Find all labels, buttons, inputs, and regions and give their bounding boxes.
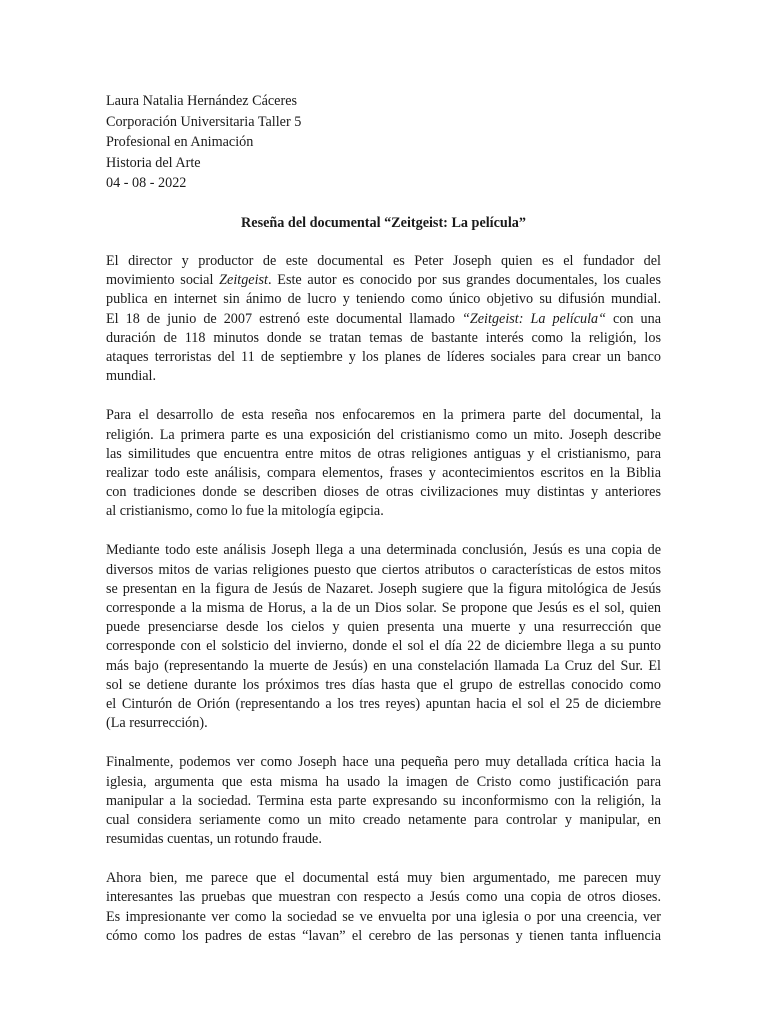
- paragraph-line: más bajo (representando la muerte de Jesús) en una constelación llamada La Cruz del Sur. El: [106, 657, 661, 674]
- paragraph-line: cómo como los padres de estas “lavan” el cerebro de las personas y tienen tanta influencia: [106, 927, 661, 944]
- paragraph-line: Para el desarrollo de esta reseña nos enfocaremos en la primera parte del documental, la: [106, 407, 661, 424]
- body-paragraph: [106, 753, 661, 849]
- paragraph-line: iglesia, argumenta que esta misma ha usado la imagen de Cristo como justificación para: [106, 773, 661, 790]
- paragraph-line: diversos mitos de varias religiones puesto que ciertos atributos o características de estos mitos: [106, 561, 661, 578]
- paragraph-line: realizar todo este análisis, compara elementos, frases y acontecimientos escritos en la Biblia: [106, 464, 661, 481]
- program-name: Profesional en Animación: [106, 134, 254, 150]
- paragraph-line: sol se detiene durante los próximos tres días hasta que el grupo de estrellas conocido como: [106, 676, 661, 693]
- document-page: [106, 91, 661, 946]
- italic-text: Zeitgeist: [219, 272, 268, 289]
- body-paragraph: [106, 252, 661, 386]
- paragraph-line: duración de 118 minutos donde se tratan temas de bastante interés como la religión, los: [106, 329, 661, 346]
- paragraph-line: Finalmente, podemos ver como Joseph hace una pequeña pero muy detallada crítica hacia la: [106, 754, 661, 771]
- paragraph-line: interesantes las pruebas que muestran con respecto a Jesús como una copia de otros dioses.: [106, 889, 661, 906]
- paragraph-line: con tradiciones donde se describen dioses de otras civilizaciones muy distintas y anteriores: [106, 484, 661, 501]
- paragraph-line: movimiento social Zeitgeist. Este autor es conocido por sus grandes documentales, los cuales: [106, 272, 661, 289]
- paragraph-line: el Cinturón de Orión (representando a los tres reyes) apuntan hacia el sol el 25 de diciembre: [106, 695, 661, 712]
- body-paragraph: [106, 541, 661, 733]
- course-name: Historia del Arte: [106, 154, 201, 171]
- document-body: [106, 252, 661, 946]
- document-title: Reseña del documental “Zeitgeist: La película”: [241, 214, 526, 231]
- paragraph-line: puede presenciarse desde los cielos y quien presenta una muerte y una resurrección que: [106, 619, 661, 636]
- paragraph-line: (La resurrección).: [106, 715, 208, 732]
- paragraph-line: mundial.: [106, 368, 157, 385]
- paragraph-line: corresponde a la misma de Horus, a la de un Dios solar. Se propone que Jesús es el sol, quien: [106, 600, 661, 616]
- paragraph-line: Es impresionante ver como la sociedad se ve envuelta por una iglesia o por una creencia, ver: [106, 908, 661, 925]
- paragraph-line: publica en internet sin ánimo de lucro y teniendo como único objetivo su difusión mundial.: [106, 291, 661, 308]
- author-name: Laura Natalia Hernández Cáceres: [106, 93, 298, 109]
- paragraph-line: ataques terroristas del 11 de septiembre y los planes de líderes sociales para crear un banco: [106, 348, 661, 365]
- italic-text: “Zeitgeist: La película“: [461, 310, 607, 327]
- paragraph-line: corresponde con el solsticio del invierno, donde el sol el día 22 de diciembre llega a su punto: [106, 638, 661, 655]
- body-paragraph: [106, 869, 661, 946]
- paragraph-line: manipular a la sociedad. Termina esta parte expresando su inconformismo con la religión, la: [106, 792, 661, 809]
- paragraph-line: resumidas cuentas, un rotundo fraude.: [106, 831, 322, 848]
- body-paragraph: [106, 406, 661, 521]
- paragraph-line: religión. La primera parte es una exposición del cristianismo como un mito. Joseph describe: [106, 426, 661, 443]
- institution-name: Corporación Universitaria Taller 5: [106, 113, 302, 130]
- paragraph-line: al cristianismo, como lo fue la mitología egipcia.: [106, 503, 384, 520]
- paragraph-line: se presentan en la figura de Jesús de Nazaret. Joseph sugiere que la figura mitológica de Jesús: [106, 580, 661, 597]
- paragraph-line: las similitudes que encuentra entre mitos de otras religiones antiguas y el cristianismo, para: [106, 445, 661, 462]
- document-date: 04 - 08 - 2022: [106, 175, 187, 191]
- document-header: [106, 91, 661, 194]
- paragraph-line: El 18 de junio de 2007 estrenó este documental llamado “Zeitgeist: La película“ con una: [106, 310, 661, 327]
- paragraph-line: Mediante todo este análisis Joseph llega a una determinada conclusión, Jesús es una copia de: [106, 542, 661, 559]
- paragraph-line: El director y productor de este documental es Peter Joseph quien es el fundador del: [106, 253, 661, 269]
- paragraph-line: Ahora bien, me parece que el documental está muy bien argumentado, me parecen muy: [106, 870, 661, 887]
- paragraph-line: cual considera seriamente como un mito creado netamente para controlar y manipular, en: [106, 811, 661, 828]
